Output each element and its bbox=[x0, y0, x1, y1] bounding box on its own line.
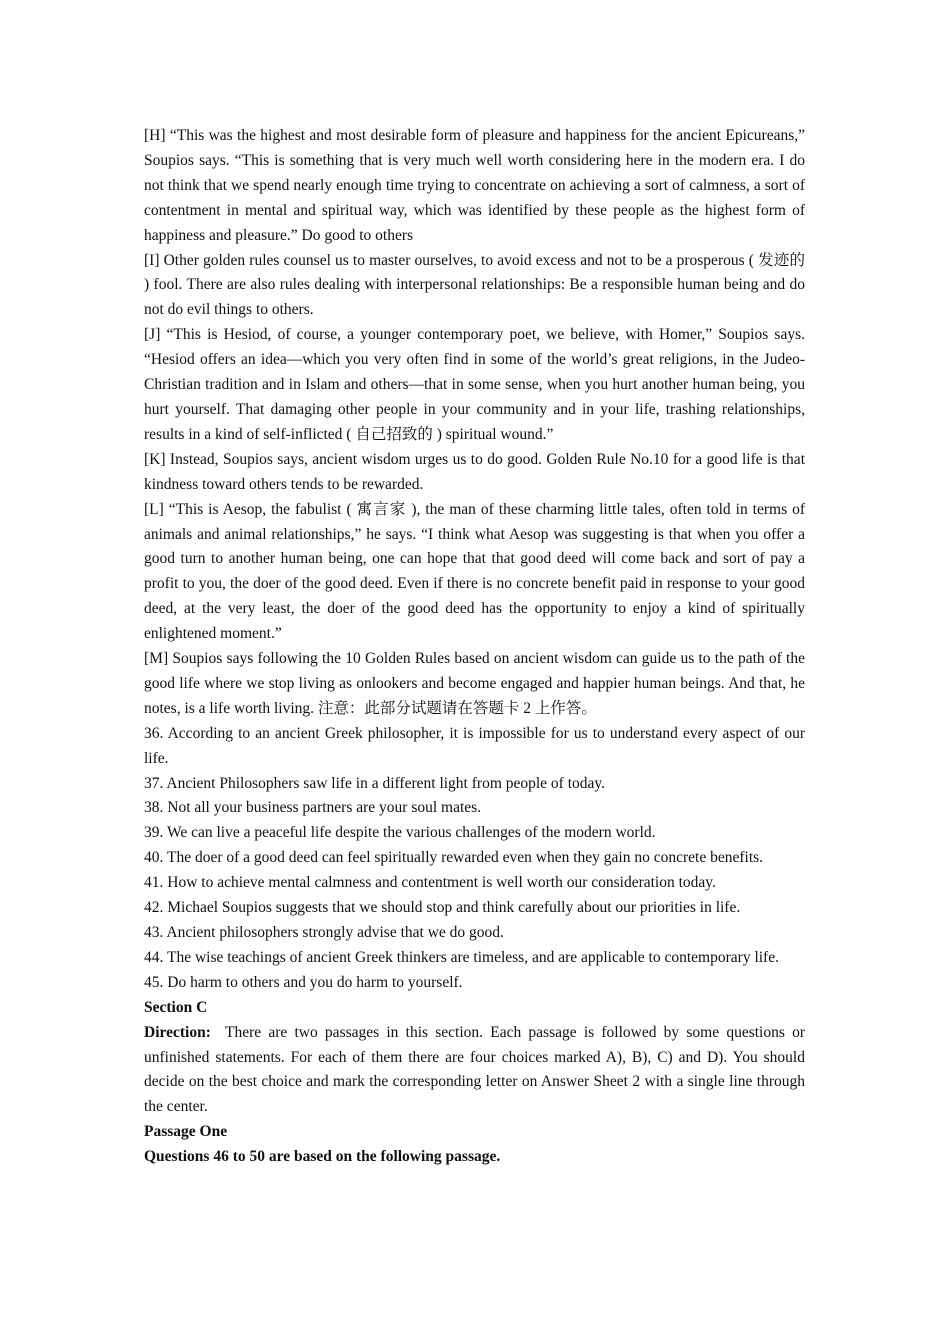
question-39: 39. We can live a peaceful life despite the various challenges of the modern world. bbox=[144, 824, 656, 842]
paragraph-i: [I] Other golden rules counsel us to master ourselves, to avoid excess and not to be a prosperous ( 发迹的 ) fool. There are also rules dealing with interpersonal relationships: Be a responsible human being and do not do evil things to others. bbox=[144, 251, 805, 319]
question-44: 44. The wise teachings of ancient Greek thinkers are timeless, and are applicable to contemporary life. bbox=[144, 948, 779, 966]
paragraph-h: [H] “This was the highest and most desirable form of pleasure and happiness for the ancient Epicureans,” Soupios says. “This is something that is very much well worth considering here in the modern era. I do not think that we spend nearly enough time trying to concentrate on achieving a sort of calmness, a sort of contentment in mental and spiritual way, which was identified by these people as the highest form of happiness and pleasure.” Do good to others bbox=[144, 127, 805, 244]
document-page bbox=[144, 124, 805, 1170]
paragraph-l: [L] “This is Aesop, the fabulist ( 寓言家 ), the man of these charming little tales, often told in terms of animals and animal relationships,” he says. “I think what Aesop was suggesting is that when you offer a good turn to another human being, one can hope that that good deed will come back and sort of pay a profit to you, the doer of the good deed. Even if there is no concrete benefit paid in response to your good deed, at the very least, the doer of the good deed has the opportunity to enjoy a kind of spiritually enlightened moment.” bbox=[144, 500, 805, 643]
question-38: 38. Not all your business partners are your soul mates. bbox=[144, 799, 482, 817]
question-41: 41. How to achieve mental calmness and contentment is well worth our consideration today. bbox=[144, 874, 716, 892]
paragraph-j: [J] “This is Hesiod, of course, a younger contemporary poet, we believe, with Homer,” Soupios says. “Hesiod offers an idea—which you very often find in some of the world’s great religions, in the Judeo-Christian tradition and in Islam and others—that in some sense, when you hurt another human being, you hurt yourself. That damaging other people in your community and in your life, trashing relationships, results in a kind of self-inflicted ( 自己招致的 ) spiritual wound.” bbox=[144, 326, 805, 443]
paragraph-m: [M] Soupios says following the 10 Golden Rules based on ancient wisdom can guide us to the path of the good life where we stop living as onlookers and become engaged and happier human beings. And that, he notes, is a life worth living. 注意：此部分试题请在答题卡 2 上作答。 bbox=[144, 650, 805, 717]
passage-one-intro: Questions 46 to 50 are based on the following passage. bbox=[144, 1148, 501, 1166]
question-36: 36. According to an ancient Greek philosopher, it is impossible for us to understand every aspect of our life. bbox=[144, 724, 805, 767]
section-c-heading: Section C bbox=[144, 998, 208, 1016]
question-42: 42. Michael Soupios suggests that we should stop and think carefully about our priorities in life. bbox=[144, 899, 741, 917]
paragraph-k: [K] Instead, Soupios says, ancient wisdom urges us to do good. Golden Rule No.10 for a good life is that kindness toward others tends to be rewarded. bbox=[144, 450, 805, 493]
question-43: 43. Ancient philosophers strongly advise that we do good. bbox=[144, 924, 504, 941]
question-40: 40. The doer of a good deed can feel spiritually rewarded even when they gain no concrete benefits. bbox=[144, 849, 764, 867]
question-37: 37. Ancient Philosophers saw life in a different light from people of today. bbox=[144, 774, 606, 792]
direction-label: Direction: bbox=[144, 1023, 211, 1041]
direction-text: There are two passages in this section. Each passage is followed by some questions or unfinished statements. For each of them there are four choices marked A), B), C) and D). You should decide on the best choice and mark the corresponding letter on Answer Sheet 2 with a single line through the center. bbox=[144, 1023, 805, 1116]
question-45: 45. Do harm to others and you do harm to yourself. bbox=[144, 973, 463, 991]
passage-one-title: Passage One bbox=[144, 1123, 228, 1141]
section-c-direction bbox=[144, 1021, 805, 1121]
